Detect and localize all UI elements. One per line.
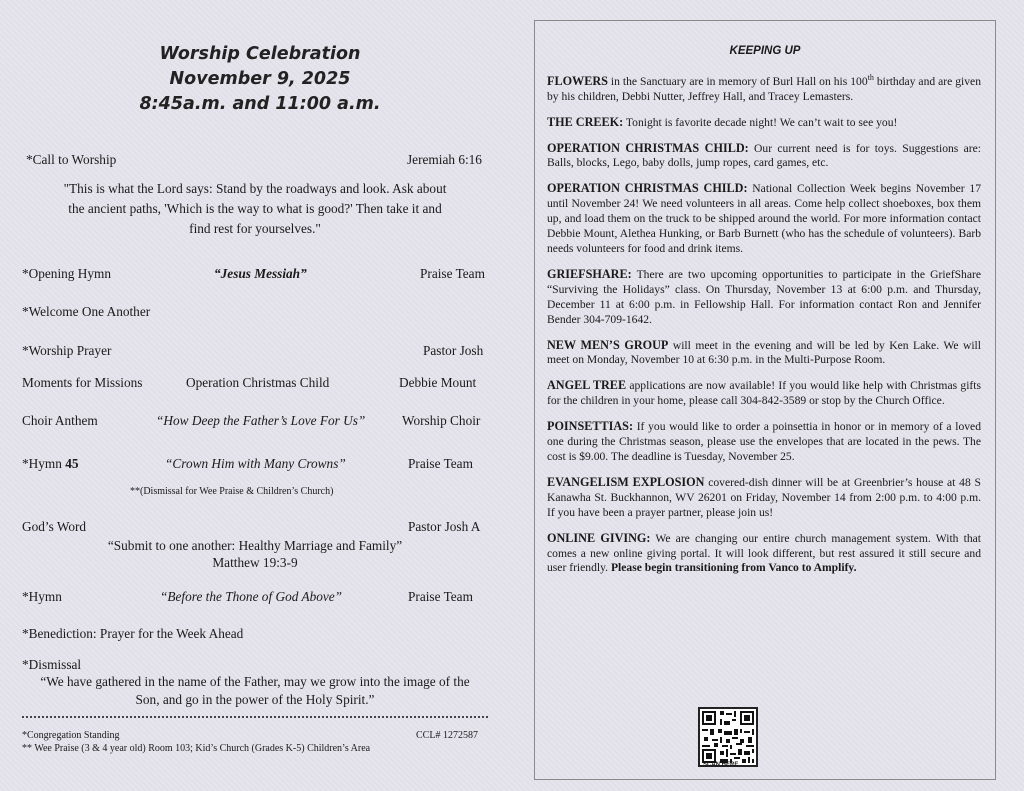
announcement-text: Our current need is for toys. Suggestions are: Balls, blocks, Lego, baby dolls, jump ropes, card games, etc. [547,141,982,170]
hymn-label-text: *Hymn [22,456,66,471]
congregation-standing-note: *Congregation Standing [22,730,120,741]
missions-title: Operation Christmas Child [186,375,330,390]
announcement-angel-tree [547,378,981,409]
call-to-worship-ref: Jeremiah 6:16 [407,152,482,167]
announcement-text: Tonight is favorite decade night! We can’t wait to see you! [623,115,898,129]
missions-label: Moments for Missions [22,375,143,390]
prayer-label: *Worship Prayer [22,343,112,358]
announcement-text: in the Sanctuary are in memory of Burl Hall on his 100 [607,74,868,88]
benediction-label: *Benediction: Prayer for the Week Ahead [22,626,244,641]
announcement-poinsettias [547,419,981,465]
dismissal-line: “We have gathered in the name of the Father, may we grow into the image of the [40,674,470,689]
sermon-block [22,536,488,573]
keeping-up-title: KEEPING UP [729,45,801,57]
hymn-label: *Hymn [22,589,62,604]
announcement-heading: ANGEL TREE [547,378,627,393]
opening-hymn-label: *Opening Hymn [22,266,112,281]
announcement-text: We are changing our entire church management system. With that comes a new online giving portal. It will look different, but rest assured it still secure and user friendly. [547,531,981,575]
sermon-title: “Submit to one another: Healthy Marriage and Family” [107,538,403,553]
qr-scan-label: SCAN HERE [703,762,739,768]
dotted-divider [22,716,488,718]
announcement-heading: NEW MEN’S GROUP [547,337,669,352]
verse-line: the ancient paths, 'Which is the way to what is good?' Then take it and [68,201,442,216]
dismissal-line: Son, and go in the power of the Holy Spirit.” [135,692,375,707]
announcement-occ-collection [547,181,981,257]
hymn-45-title: “Crown Him with Many Crowns” [165,456,346,471]
announcement-text: covered-dish dinner will be at Greenbrier’s house at 48 S Kanawha St. Buckhannon, WV 26201 on Friday, November 14 from 2:00 p.m. to 4:00 p.m. If you have been a prayer partner, please join us! [547,475,981,519]
announcement-evangelism [547,475,981,521]
opening-hymn-title: “Jesus Messiah” [214,266,307,281]
hymn-45-label [22,456,79,472]
announcement-text: There are two upcoming opportunities to participate in the GriefShare “Surviving the Holidays” class. On Thursday, November 13 at 6:00 p.m. and Thursday, December 11 at 6:00 p.m. in Fellowship Hall. For information contact Ron and Jennifer Bender 304-709-1642. [547,267,981,326]
missions-leader: Debbie Mount [399,375,477,390]
announcement-griefshare [547,267,981,328]
hymn-title: “Before the Thone of God Above” [160,589,343,604]
service-times: 8:45a.m. and 11:00 a.m. [139,94,381,114]
dismissal-note: **(Dismissal for Wee Praise & Children’s Church) [130,486,334,497]
dismissal-text [22,673,488,709]
gods-word-label: God’s Word [22,519,87,534]
announcement-text: National Collection Week begins November 17 until November 24! We need volunteers in all areas. Come help collect shoeboxes, box them up, and load them on the truck to be shipped around the world. For more information contact Debbie Mount, Alethea Hunking, or Barb Burnett (who has the schedule of volunteers). Barb needs volunteers for food and drink items. [547,182,981,256]
hymn-45-leader: Praise Team [408,456,473,471]
service-date: November 9, 2025 [169,69,351,89]
announcement-heading: THE CREEK: [547,114,624,129]
keeping-up-panel [534,20,996,780]
hymn-number: 45 [65,456,79,471]
anthem-label: Choir Anthem [22,413,98,428]
announcement-heading: POINSETTIAS: [547,419,634,434]
announcement-heading: OPERATION CHRISTMAS CHILD: [547,181,748,196]
announcement-heading: ONLINE GIVING: [547,530,651,545]
announcement-text: birthday and are given by his children, Debbi Nutter, Jeffrey Hall, and Tracey Lemasters. [547,74,982,103]
announcement-mens-group [547,338,981,369]
opening-hymn-leader: Praise Team [420,266,485,281]
prayer-leader: Pastor Josh [423,343,484,358]
announcement-flowers [547,71,981,105]
ccl-number: CCL# 1272587 [416,730,478,741]
call-to-worship-verse [22,179,488,239]
superscript: th [867,73,874,82]
announcement-text: applications are now available! If you would like help with Christmas gifts for the children in your home, please call 304-842-3589 or stop by the Church Office. [547,379,982,408]
announcement-heading: FLOWERS [547,73,608,88]
announcement-text: will meet in the evening and will be led by Ken Lake. We will meet on Monday, November 10 at 6:30 p.m. in the Multi-Purpose Room. [547,338,981,367]
announcement-heading: EVANGELISM EXPLOSION [547,474,705,489]
service-title: Worship Celebration [159,44,361,64]
welcome-label: *Welcome One Another [22,304,151,319]
announcement-occ-needs [547,141,981,172]
anthem-leader: Worship Choir [402,413,481,428]
hymn-leader: Praise Team [408,589,473,604]
announcement-emphasis: Please begin transitioning from Vanco to Amplify. [610,561,857,575]
verse-line: find rest for yourselves." [189,221,321,236]
sermon-scripture: Matthew 19:3-9 [212,555,298,570]
verse-line: "This is what the Lord says: Stand by the roadways and look. Ask about [63,181,447,196]
announcement-heading: GRIEFSHARE: [547,266,632,281]
kids-note: ** Wee Praise (3 & 4 year old) Room 103; Kid’s Church (Grades K-5) Children’s Area [22,743,371,754]
dismissal-label: *Dismissal [22,657,82,672]
call-to-worship-label: *Call to Worship [26,152,117,167]
gods-word-leader: Pastor Josh A [408,519,481,534]
qr-code-graphic [700,709,756,765]
qr-code-icon[interactable] [698,707,758,767]
announcement-online-giving [547,531,981,577]
announcement-text: If you would like to order a poinsettia in honor or in memory of a loved one during the Christmas season, please use the envelopes that are located in the pews. The cost is $9.00. The deadline is Tuesday, November 25. [547,420,981,463]
anthem-title: “How Deep the Father’s Love For Us” [156,413,366,428]
announcement-heading: OPERATION CHRISTMAS CHILD: [547,140,749,155]
announcement-creek [547,115,981,131]
